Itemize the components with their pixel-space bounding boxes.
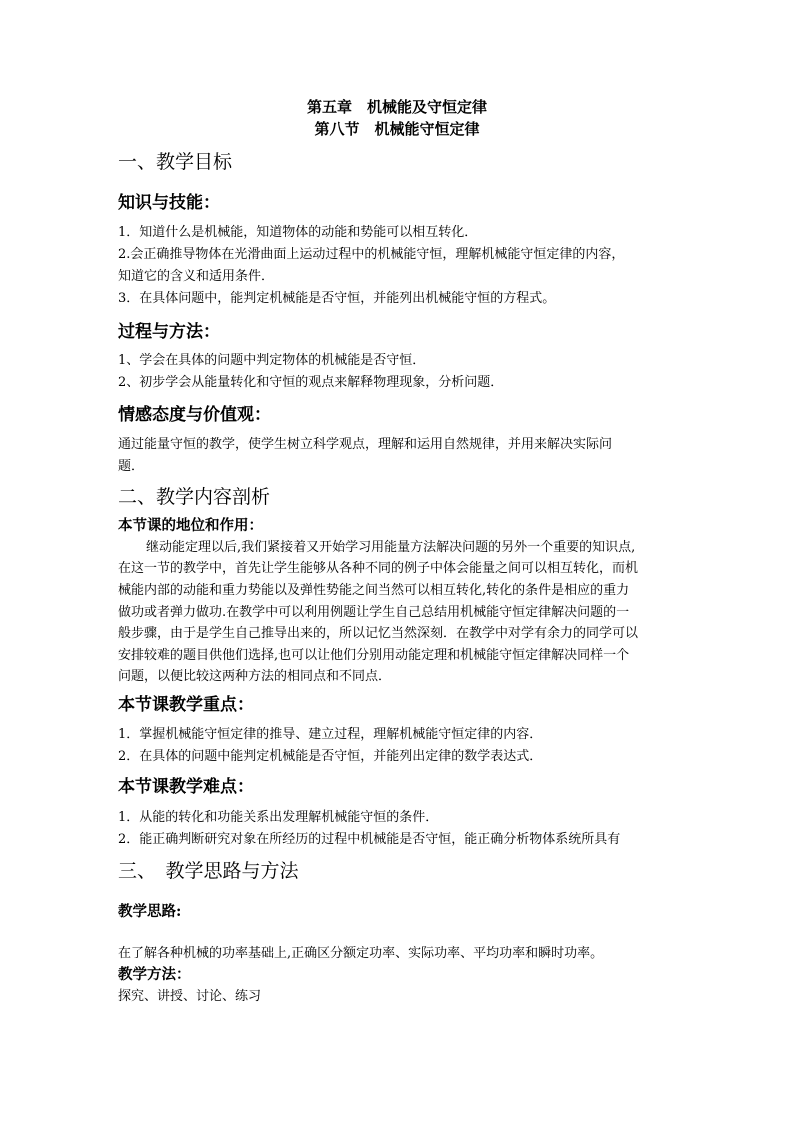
- position-line: 械能内部的动能和重力势能以及弹性势能之间当然可以相互转化,转化的条件是相应的重力: [118, 583, 630, 598]
- heading-process-methods: 过程与方法：: [118, 322, 220, 342]
- difficult-line: 2．能正确判断研究对象在所经历的过程中机械能是否守恒，能正确分析物体系统所具有: [118, 832, 621, 847]
- heading-difficult-points: 本节课教学难点：: [118, 777, 254, 797]
- emotion-line: 题．: [118, 459, 145, 474]
- heading-knowledge-skills: 知识与技能：: [118, 193, 220, 213]
- heading-content-analysis: 二、教学内容剖析: [118, 486, 271, 508]
- position-line: 做功或者弹力做功.在教学中可以利用例题让学生自己总结用机械能守恒定律解决问题的一: [118, 605, 630, 620]
- knowledge-line: 2.会正确推导物体在光滑曲面上运动过程中的机械能守恒，理解机械能守恒定律的内容，: [118, 247, 625, 262]
- position-line: 问题，以便比较这两种方法的相同点和不同点．: [118, 669, 392, 684]
- key-line: 2．在具体的问题中能判定机械能是否守恒，并能列出定律的数学表达式．: [118, 749, 543, 764]
- emotion-line: 通过能量守恒的教学，使学生树立科学观点，理解和运用自然规律，并用来解决实际问: [118, 437, 613, 452]
- heading-teaching-idea: 教学思路:: [118, 903, 182, 920]
- heading-emotion-values: 情感态度与价值观：: [118, 405, 271, 425]
- position-line: 继动能定理以后,我们紧接着又开始学习用能量方法解决问题的另外一个重要的知识点,: [146, 540, 636, 555]
- heading-position-role: 本节课的地位和作用：: [118, 517, 263, 534]
- heading-teaching-approach: 三、 教学思路与方法: [118, 860, 299, 882]
- heading-teaching-objectives: 一、教学目标: [118, 151, 233, 173]
- knowledge-line: 知道它的含义和适用条件．: [118, 269, 275, 284]
- chapter-title: 第五章 机械能及守恒定律: [306, 98, 487, 116]
- position-line: 安排较难的题目供他们选择,也可以让他们分别用动能定理和机械能守恒定律解决同样一个: [118, 648, 630, 663]
- knowledge-line: 1．知道什么是机械能，知道物体的动能和势能可以相互转化．: [118, 225, 478, 240]
- section-title: 第八节 机械能守恒定律: [314, 120, 480, 138]
- heading-teaching-method: 教学方法：: [118, 966, 191, 983]
- process-line: 1、学会在具体的问题中判定物体的机械能是否守恒．: [118, 353, 426, 368]
- key-line: 1．掌握机械能守恒定律的推导、建立过程，理解机械能守恒定律的内容．: [118, 727, 543, 742]
- knowledge-line: 3．在具体问题中，能判定机械能是否守恒，并能列出机械能守恒的方程式。: [118, 291, 556, 306]
- process-line: 2、初步学会从能量转化和守恒的观点来解释物理现象，分析问题．: [118, 375, 504, 390]
- difficult-line: 1．从能的转化和功能关系出发理解机械能守恒的条件．: [118, 810, 439, 825]
- teaching-idea-text: 在了解各种机械的功率基础上,正确区分额定功率、实际功率、平均功率和瞬时功率。: [118, 946, 604, 961]
- heading-key-points: 本节课教学重点：: [118, 695, 254, 715]
- position-line: 般步骤，由于是学生自己推导出来的，所以记忆当然深刻．在教学中对学有余力的同学可以: [118, 626, 639, 641]
- teaching-method-text: 探究、讲授、讨论、练习: [118, 989, 262, 1004]
- position-line: 在这一节的教学中，首先让学生能够从各种不同的例子中体会能量之间可以相互转化，而机: [118, 561, 639, 576]
